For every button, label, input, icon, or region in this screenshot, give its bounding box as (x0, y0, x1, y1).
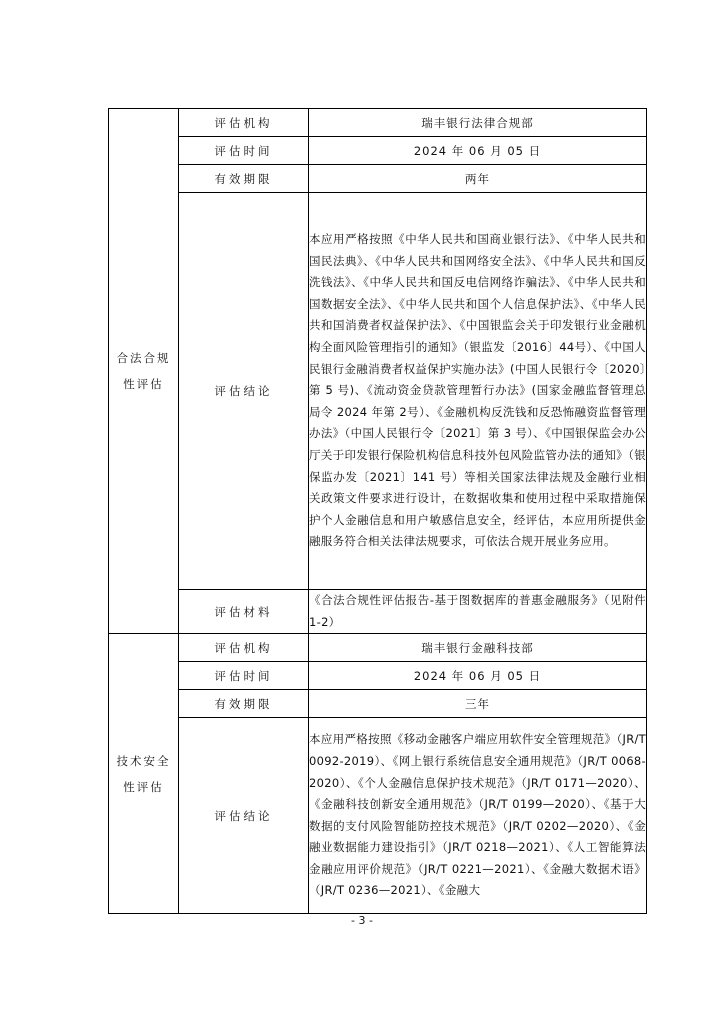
row-value: 瑞丰银行金融科技部 (309, 634, 647, 662)
page-number: - 3 - (351, 914, 373, 927)
materials-text: 《合法合规性评估报告-基于图数据库的普惠金融服务》（见附件 1-2） (309, 590, 647, 634)
row-label: 评估结论 (179, 718, 309, 914)
table-row (109, 165, 647, 193)
row-value: 三年 (309, 690, 647, 718)
conclusion-text: 本应用严格按照《中华人民共和国商业银行法》、《中华人民共和国民法典》、《中华人民共和国网络安全法》、《中华人民共和国反洗钱法》、《中华人民共和国反电信网络诈骗法》、《中华人民共和国数据安全法》、《中华人民共和国个人信息保护法》、《中华人民共和国消费者权益保护法》、《中国银监会关于印发银行业金融机构全面风险管理指引的通知》（银监发〔2016〕44号）、《中国人民银行金融消费者权益保护实施办法》(中国人民银行令〔2020〕第 5 号)、《流动资金贷款管理暂行办法》(国家金融监督管理总局令 2024 年第 2号）、《金融机构反洗钱和反恐怖融资监督管理办法》（中国人民银行令〔2021〕第 3 号）、《中国银保监会办公厅关于印发银行保险机构信息科技外包风险监管办法的通知》（银保监办发〔2021〕141 号）等相关国家法律法规及金融行业相关政策文件要求进行设计，在数据收集和使用过程中采取措施保护个人金融信息和用户敏感信息安全，经评估，本应用所提供金融服务符合相关法律法规要求，可依法合规开展业务应用。 (309, 193, 647, 590)
conclusion-text: 本应用严格按照《移动金融客户端应用软件安全管理规范》（JR/T 0092-2019）、《网上银行系统信息安全通用规范》（JR/T 0068-2020）、《个人金融信息保护技术规范》（JR/T 0171—2020）、《金融科技创新安全通用规范》（JR/T 0199—2020）、《基于大数据的支付风险智能防控技术规范》（JR/T 0202—2020）、《金融业数据能力建设指引》（JR/T 0218—2021）、《人工智能算法金融应用评价规范》（JR/T 0221—2021）、《金融大数据术语》（JR/T 0236—2021）、《金融大 (309, 718, 647, 914)
row-value: 2024 年 06 月 05 日 (309, 662, 647, 690)
row-label: 评估机构 (179, 109, 309, 137)
row-label: 有效期限 (179, 165, 309, 193)
row-label: 评估结论 (179, 193, 309, 590)
row-value: 2024 年 06 月 05 日 (309, 137, 647, 165)
row-label: 评估材料 (179, 590, 309, 634)
table-row (109, 718, 647, 914)
table-row (109, 137, 647, 165)
section-title-tech: 技术安全 性评估 (109, 634, 179, 914)
row-value: 两年 (309, 165, 647, 193)
section-title-legal: 合法合规 性评估 (109, 109, 179, 634)
table-row (109, 662, 647, 690)
table-row (109, 193, 647, 590)
row-label: 有效期限 (179, 690, 309, 718)
evaluation-table (108, 108, 647, 914)
row-label: 评估时间 (179, 662, 309, 690)
table-row (109, 109, 647, 137)
row-value: 瑞丰银行法律合规部 (309, 109, 647, 137)
row-label: 评估机构 (179, 634, 309, 662)
table-row (109, 590, 647, 634)
table-row (109, 690, 647, 718)
table-row (109, 634, 647, 662)
row-label: 评估时间 (179, 137, 309, 165)
